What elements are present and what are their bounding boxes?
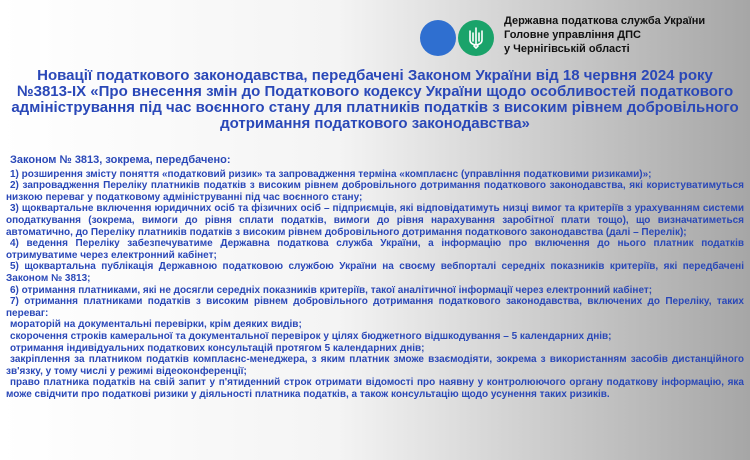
org-line-2: Головне управління ДПС xyxy=(504,29,641,41)
list-item: закріплення за платником податків комплаєнс-менеджера, з яким платник зможе взаємодіяти, зокрема з використанням засобів дистанційного зв'язку, у тому числі у режимі відеоконференції; xyxy=(6,354,744,377)
list-item: 5) щоквартальна публікація Державною податковою службою України на своєму вебпорталі середніх показників критеріїв, які передбачені Законом № 3813; xyxy=(6,261,744,284)
list-item: 4) ведення Переліку забезпечуватиме Державна податкова служба України, а інформацію про включення до нього платник податків отримуватиме через електронний кабінет; xyxy=(6,238,744,261)
list-item: мораторій на документальні перевірки, крім деяких видів; xyxy=(10,319,302,331)
list-item: 1) розширення змісту поняття «податковий ризик» та запровадження терміна «комплаєнс (управління податковими ризиками)»; xyxy=(10,168,652,180)
list-item: 6) отримання платниками, які не досягли середніх показників критеріїв, такої аналітичної інформації через електронний кабінет; xyxy=(10,284,653,296)
org-line-3: у Чернігівській області xyxy=(504,43,630,55)
list-item: 3) щоквартальне включення юридичних осіб та фізичних осіб – підприємців, які відповідатимуть низці вимог та критеріїв з урахуванням системи оподаткування (зокрема, вимоги до рівня сплати податків, вимоги до рівня нарахування заробітної плати тощо), що визначатиметься автоматично, до Переліку платників податків з високим рівнем добровільного дотримання податкового законодавства (далі – Перелік); xyxy=(6,203,744,238)
trident-icon xyxy=(458,20,494,56)
list-item: 2) запровадження Переліку платників податків з високим рівнем добровільного дотримання податкового законодавства, які користуватимуться низкою переваг у податковому адмініструванні під час воєнного стану; xyxy=(6,180,744,203)
intro-text: Законом № 3813, зокрема, передбачено: xyxy=(10,154,231,166)
organization-name xyxy=(504,14,705,56)
circle-logo-icon xyxy=(420,20,456,56)
list-item: скорочення строків камеральної та документальної перевірок у цілях бюджетного відшкодування – 5 календарних днів; xyxy=(10,330,612,342)
list-item: отримання індивідуальних податкових консультацій протягом 5 календарних днів; xyxy=(10,342,425,354)
org-line-1: Державна податкова служба України xyxy=(504,15,706,27)
header xyxy=(0,0,750,62)
page-title: Новації податкового законодавства, передбачені Законом України від 18 червня 2024 року №3813-IX «Про внесення змін до Податкового кодексу України щодо особливостей податкового адміністрування під час воєнного стану для платників податків з високим рівнем добровільного дотримання податкового законодавства» xyxy=(11,67,739,132)
list-item: 7) отримання платниками податків з високим рівнем добровільного дотримання податкового законодавства, включених до Переліку, таких переваг: xyxy=(6,296,744,319)
list-item: право платника податків на свій запит у п'ятиденний строк отримати відомості про наявну у контролюючого органу податкову інформацію, яка може свідчити про податкові ризики у діяльності платника податків, а також консультацію щодо усунення таких ризиків. xyxy=(6,377,744,400)
article-body xyxy=(6,155,744,400)
